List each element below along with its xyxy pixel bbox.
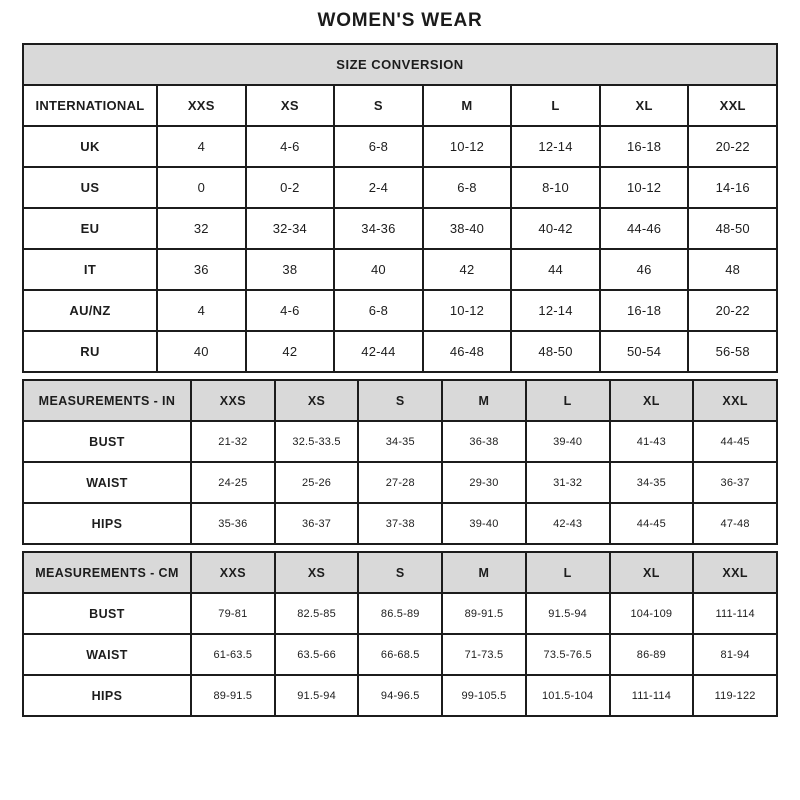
row-label: UK	[23, 126, 157, 167]
table-cell: 44-45	[610, 503, 694, 544]
table-cell: 40	[334, 249, 423, 290]
column-header: XXS	[191, 552, 275, 593]
table-cell: 119-122	[693, 675, 777, 716]
table-title-row	[23, 44, 777, 85]
size-conversion-table	[22, 43, 778, 373]
table-cell: 34-36	[334, 208, 423, 249]
column-header: S	[358, 552, 442, 593]
column-header: XS	[275, 552, 359, 593]
table-row	[23, 249, 777, 290]
table-cell: 24-25	[191, 462, 275, 503]
column-header: M	[442, 552, 526, 593]
column-header: M	[423, 85, 512, 126]
table-cell: 47-48	[693, 503, 777, 544]
column-header: XS	[275, 380, 359, 421]
row-label: EU	[23, 208, 157, 249]
column-header: M	[442, 380, 526, 421]
table-cell: 31-32	[526, 462, 610, 503]
table-cell: 20-22	[688, 290, 777, 331]
table-cell: 34-35	[358, 421, 442, 462]
table-cell: 89-91.5	[191, 675, 275, 716]
column-header: S	[358, 380, 442, 421]
table-cell: 0-2	[246, 167, 335, 208]
table-row	[23, 634, 777, 675]
table-cell: 40	[157, 331, 246, 372]
table-cell: 32-34	[246, 208, 335, 249]
table-cell: 91.5-94	[275, 675, 359, 716]
column-header: XXS	[157, 85, 246, 126]
row-label: WAIST	[23, 634, 191, 675]
table-cell: 10-12	[423, 290, 512, 331]
row-label: HIPS	[23, 503, 191, 544]
table-row	[23, 331, 777, 372]
table-cell: 89-91.5	[442, 593, 526, 634]
column-header: XXS	[191, 380, 275, 421]
column-header-row	[23, 380, 777, 421]
table-cell: 48-50	[511, 331, 600, 372]
table-cell: 32	[157, 208, 246, 249]
table-cell: 2-4	[334, 167, 423, 208]
column-header: L	[511, 85, 600, 126]
table-cell: 6-8	[423, 167, 512, 208]
table-cell: 8-10	[511, 167, 600, 208]
row-label: WAIST	[23, 462, 191, 503]
table-cell: 94-96.5	[358, 675, 442, 716]
table-cell: 6-8	[334, 290, 423, 331]
table-cell: 56-58	[688, 331, 777, 372]
table-row	[23, 290, 777, 331]
table-cell: 38-40	[423, 208, 512, 249]
table-cell: 46	[600, 249, 689, 290]
row-label: AU/NZ	[23, 290, 157, 331]
table-cell: 25-26	[275, 462, 359, 503]
table-cell: 20-22	[688, 126, 777, 167]
table-cell: 73.5-76.5	[526, 634, 610, 675]
table-cell: 12-14	[511, 290, 600, 331]
table-cell: 27-28	[358, 462, 442, 503]
table-cell: 21-32	[191, 421, 275, 462]
table-cell: 4-6	[246, 126, 335, 167]
table-cell: 4-6	[246, 290, 335, 331]
table-cell: 81-94	[693, 634, 777, 675]
table-cell: 10-12	[600, 167, 689, 208]
table-cell: 10-12	[423, 126, 512, 167]
table-row	[23, 208, 777, 249]
measurements-cm-body	[23, 552, 777, 716]
column-header: XL	[600, 85, 689, 126]
table-row	[23, 421, 777, 462]
table-cell: 4	[157, 290, 246, 331]
page-title: WOMEN'S WEAR	[317, 10, 483, 31]
table-cell: 14-16	[688, 167, 777, 208]
table-row	[23, 675, 777, 716]
column-header: XXL	[688, 85, 777, 126]
size-conversion-body	[23, 44, 777, 372]
measurements-in-body	[23, 380, 777, 544]
table-row	[23, 593, 777, 634]
table-cell: 66-68.5	[358, 634, 442, 675]
row-label: BUST	[23, 421, 191, 462]
table-cell: 36-37	[275, 503, 359, 544]
table-row	[23, 462, 777, 503]
table-title: MEASUREMENTS - CM	[23, 552, 191, 593]
table-cell: 36-37	[693, 462, 777, 503]
table-cell: 111-114	[610, 675, 694, 716]
row-label: US	[23, 167, 157, 208]
table-cell: 104-109	[610, 593, 694, 634]
table-cell: 12-14	[511, 126, 600, 167]
table-cell: 6-8	[334, 126, 423, 167]
table-cell: 91.5-94	[526, 593, 610, 634]
table-cell: 34-35	[610, 462, 694, 503]
table-cell: 46-48	[423, 331, 512, 372]
column-header: XL	[610, 380, 694, 421]
table-cell: 48	[688, 249, 777, 290]
column-header: XS	[246, 85, 335, 126]
measurements-cm-table	[22, 551, 778, 717]
row-label: BUST	[23, 593, 191, 634]
table-cell: 42	[246, 331, 335, 372]
table-cell: 101.5-104	[526, 675, 610, 716]
table-cell: 50-54	[600, 331, 689, 372]
table-cell: 82.5-85	[275, 593, 359, 634]
table-cell: 32.5-33.5	[275, 421, 359, 462]
table-cell: 71-73.5	[442, 634, 526, 675]
table-cell: 39-40	[526, 421, 610, 462]
table-cell: 35-36	[191, 503, 275, 544]
table-cell: 16-18	[600, 290, 689, 331]
table-cell: 38	[246, 249, 335, 290]
table-cell: 61-63.5	[191, 634, 275, 675]
table-cell: 99-105.5	[442, 675, 526, 716]
row-label: IT	[23, 249, 157, 290]
table-cell: 79-81	[191, 593, 275, 634]
table-cell: 37-38	[358, 503, 442, 544]
column-header: XXL	[693, 380, 777, 421]
table-row	[23, 126, 777, 167]
table-cell: 41-43	[610, 421, 694, 462]
column-header: XXL	[693, 552, 777, 593]
row-label: RU	[23, 331, 157, 372]
column-header: INTERNATIONAL	[23, 85, 157, 126]
table-cell: 42	[423, 249, 512, 290]
table-cell: 42-44	[334, 331, 423, 372]
row-label: HIPS	[23, 675, 191, 716]
measurements-in-table	[22, 379, 778, 545]
table-row	[23, 503, 777, 544]
column-header: S	[334, 85, 423, 126]
table-cell: 48-50	[688, 208, 777, 249]
table-cell: 39-40	[442, 503, 526, 544]
table-cell: 40-42	[511, 208, 600, 249]
table-cell: 44-46	[600, 208, 689, 249]
column-header: L	[526, 552, 610, 593]
table-cell: 36-38	[442, 421, 526, 462]
table-cell: 4	[157, 126, 246, 167]
table-cell: 63.5-66	[275, 634, 359, 675]
table-cell: 16-18	[600, 126, 689, 167]
table-cell: 44	[511, 249, 600, 290]
table-cell: 0	[157, 167, 246, 208]
column-header: XL	[610, 552, 694, 593]
table-cell: 86-89	[610, 634, 694, 675]
table-cell: 36	[157, 249, 246, 290]
table-cell: 42-43	[526, 503, 610, 544]
table-cell: 29-30	[442, 462, 526, 503]
table-title: SIZE CONVERSION	[23, 44, 777, 85]
table-cell: 86.5-89	[358, 593, 442, 634]
column-header-row	[23, 552, 777, 593]
table-title: MEASUREMENTS - IN	[23, 380, 191, 421]
table-cell: 44-45	[693, 421, 777, 462]
table-row	[23, 167, 777, 208]
table-cell: 111-114	[693, 593, 777, 634]
column-header: L	[526, 380, 610, 421]
column-header-row	[23, 85, 777, 126]
